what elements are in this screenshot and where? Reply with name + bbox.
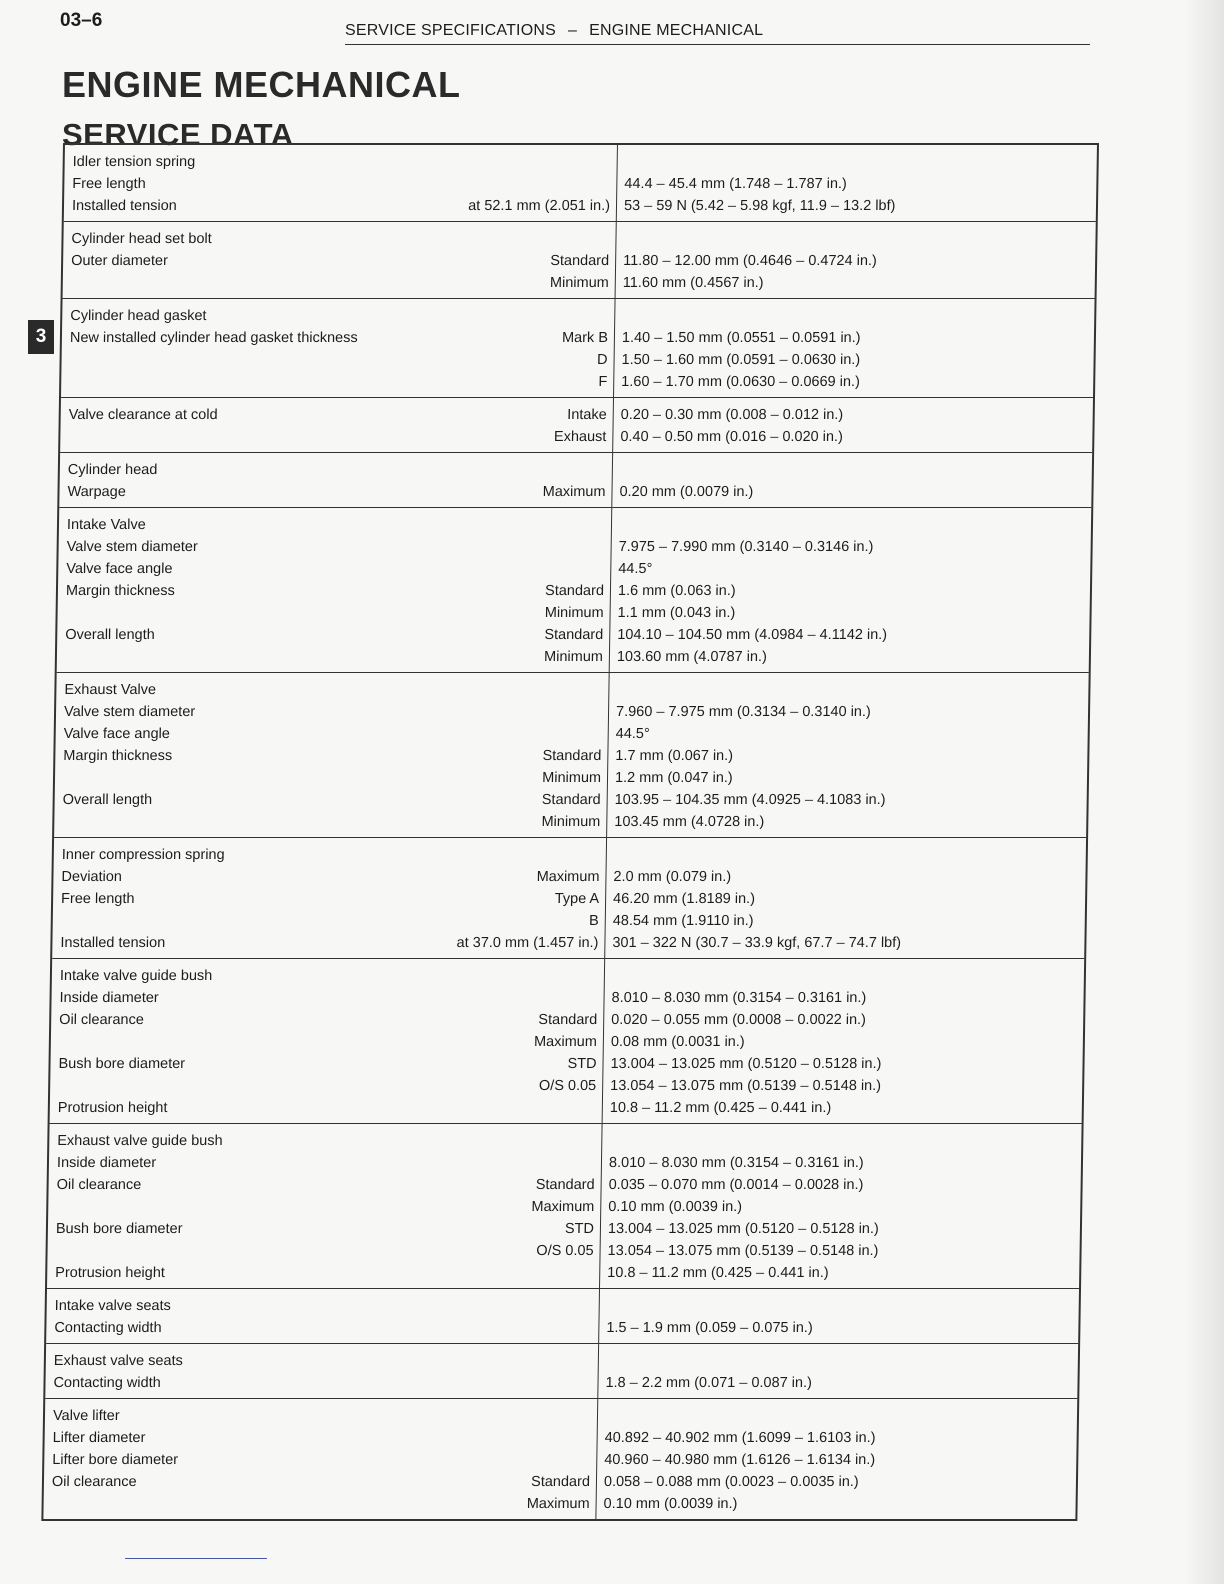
item-label: Exhaust Valve [64, 682, 157, 698]
item-label: Free length [72, 176, 146, 192]
item-cell [46, 1289, 599, 1343]
item-label: Protrusion height [55, 1265, 165, 1281]
spec-value: 1.60 – 1.70 mm (0.0630 – 0.0669 in.) [621, 374, 860, 390]
item-cell [54, 673, 609, 837]
spec-value: 103.45 mm (4.0728 in.) [614, 814, 765, 830]
condition-label: D [596, 352, 608, 368]
spec-value: 0.058 – 0.088 mm (0.0023 – 0.0035 in.) [603, 1474, 859, 1490]
spec-value: 104.10 – 104.50 mm (4.0984 – 4.1142 in.) [617, 627, 888, 643]
item-cell [43, 1399, 597, 1519]
spec-value: 0.08 mm (0.0031 in.) [610, 1034, 745, 1050]
value-cell [616, 145, 1097, 221]
table-row [61, 298, 1095, 397]
condition-label: Minimum [549, 275, 609, 291]
item-cell [52, 838, 606, 958]
spec-value: 0.20 – 0.30 mm (0.008 – 0.012 in.) [620, 407, 844, 423]
condition-label: at 52.1 mm (2.051 in.) [468, 198, 611, 214]
item-label [58, 1075, 534, 1097]
value-cell [598, 1289, 1079, 1343]
condition-label: Standard [542, 748, 602, 764]
item-labels [68, 404, 554, 448]
condition-label: Intake [567, 407, 607, 423]
item-cell [47, 1124, 602, 1288]
footer-rule [125, 1558, 267, 1559]
spec-value: 1.6 mm (0.063 in.) [617, 583, 736, 599]
condition-labels [530, 1130, 595, 1284]
item-labels [55, 1130, 533, 1284]
item-label: Bush bore diameter [58, 1056, 186, 1072]
item-label: Cylinder head set bolt [71, 231, 212, 247]
condition-labels [541, 679, 602, 833]
condition-labels [527, 1405, 592, 1515]
item-label: Valve stem diameter [66, 539, 198, 555]
item-label [68, 426, 554, 448]
spec-value: 1.50 – 1.60 mm (0.0591 – 0.0630 in.) [621, 352, 861, 368]
spec-value: 53 – 59 N (5.42 – 5.98 kgf, 11.9 – 13.2 lbf) [623, 198, 896, 214]
spec-value: 0.20 mm (0.0079 in.) [619, 484, 754, 500]
item-label [59, 1031, 535, 1053]
table-row [54, 672, 1089, 837]
table-row [52, 837, 1086, 958]
condition-labels [543, 459, 607, 503]
table-row [43, 1398, 1077, 1519]
chapter-tab: 3 [28, 320, 54, 354]
item-labels [71, 228, 551, 294]
item-labels [67, 459, 543, 503]
value-cell [597, 1344, 1078, 1398]
spec-value: 1.1 mm (0.043 in.) [617, 605, 736, 621]
item-labels [62, 679, 544, 833]
spec-value: 44.5° [618, 561, 653, 577]
item-labels [69, 305, 562, 393]
item-label: Free length [60, 891, 135, 907]
condition-label: Standard [541, 792, 601, 808]
value-cell [604, 838, 1086, 958]
table-row [63, 221, 1096, 298]
service-data-table [41, 143, 1099, 1521]
item-label: Margin thickness [65, 583, 175, 599]
table-row [64, 145, 1097, 221]
condition-label: Maximum [536, 869, 600, 885]
item-label: Outer diameter [71, 253, 168, 269]
item-label: Overall length [65, 627, 155, 643]
spec-value: 0.40 – 0.50 mm (0.016 – 0.020 in.) [620, 429, 843, 445]
value-cell [602, 959, 1085, 1123]
condition-label: Exhaust [553, 429, 607, 445]
item-label [61, 910, 458, 932]
item-labels [58, 965, 536, 1119]
spec-value: 40.960 – 40.980 mm (1.6126 – 1.6134 in.) [604, 1452, 876, 1468]
item-labels [72, 151, 469, 217]
item-cell [59, 453, 612, 507]
condition-label: Minimum [543, 649, 604, 665]
item-label: Contacting width [54, 1320, 162, 1336]
item-label: Lifter diameter [52, 1430, 146, 1446]
spec-value: 46.20 mm (1.8189 in.) [612, 891, 756, 907]
condition-label: F [598, 374, 608, 390]
condition-labels [533, 965, 598, 1119]
spec-value: 13.004 – 13.025 mm (0.5120 – 0.5128 in.) [607, 1221, 879, 1237]
condition-label: Minimum [541, 814, 601, 830]
header-rule [345, 44, 1090, 45]
item-label: Inside diameter [59, 990, 159, 1006]
condition-label: at 37.0 mm (1.457 in.) [456, 935, 599, 951]
table-row [57, 507, 1092, 672]
condition-label: Maximum [526, 1496, 590, 1512]
condition-label: Standard [550, 253, 610, 269]
header-subsection: ENGINE MECHANICAL [589, 22, 764, 39]
spec-value: 44.5° [615, 726, 650, 742]
item-label [56, 1196, 532, 1218]
item-label: Installed tension [60, 935, 166, 951]
spec-value: 11.60 mm (0.4567 in.) [622, 275, 764, 291]
spec-value: 1.2 mm (0.047 in.) [614, 770, 733, 786]
condition-labels [561, 305, 608, 393]
item-label: Valve clearance at cold [68, 407, 218, 423]
item-label: Idler tension spring [72, 154, 196, 170]
item-label: Oil clearance [56, 1177, 142, 1193]
condition-labels [554, 404, 607, 448]
item-label: Installed tension [71, 198, 177, 214]
table-row [50, 958, 1085, 1123]
item-labels [65, 514, 547, 668]
condition-label: Standard [544, 627, 604, 643]
condition-label: Maximum [542, 484, 606, 500]
item-label [55, 1240, 531, 1262]
item-cell [60, 398, 613, 452]
running-header [345, 22, 763, 40]
item-labels [53, 1350, 592, 1394]
item-label: Cylinder head gasket [70, 308, 207, 324]
item-label: Oil clearance [51, 1474, 137, 1490]
item-label [65, 646, 544, 668]
header-separator: – [567, 22, 578, 39]
item-labels [54, 1295, 593, 1339]
spec-value: 44.4 – 45.4 mm (1.748 – 1.787 in.) [624, 176, 847, 192]
condition-label: B [588, 913, 599, 929]
table-row [59, 452, 1092, 507]
item-label [69, 349, 561, 371]
item-label: Exhaust valve seats [53, 1353, 183, 1369]
spec-value: 1.7 mm (0.067 in.) [615, 748, 734, 764]
item-label: Valve stem diameter [63, 704, 196, 720]
item-label [71, 272, 550, 294]
condition-label: STD [564, 1221, 595, 1237]
value-cell [606, 673, 1089, 837]
page-number: 03–6 [60, 10, 103, 31]
item-label [69, 371, 561, 393]
value-cell [615, 222, 1096, 298]
spec-value: 13.004 – 13.025 mm (0.5120 – 0.5128 in.) [610, 1056, 882, 1072]
value-cell [613, 299, 1095, 397]
condition-labels [456, 844, 600, 954]
item-cell [50, 959, 605, 1123]
page-edge-shadow [1184, 0, 1224, 1584]
spec-value: 2.0 mm (0.079 in.) [613, 869, 732, 885]
item-label [65, 602, 544, 624]
item-cell [61, 299, 615, 397]
value-cell [595, 1399, 1077, 1519]
condition-label: Maximum [531, 1199, 595, 1215]
spec-value: 48.54 mm (1.9110 in.) [612, 913, 754, 929]
item-labels [60, 844, 458, 954]
item-label: Overall length [62, 792, 153, 808]
item-cell [63, 222, 616, 298]
spec-value: 1.5 – 1.9 mm (0.059 – 0.075 in.) [606, 1320, 813, 1336]
value-cell [611, 453, 1092, 507]
spec-value: 0.10 mm (0.0039 in.) [608, 1199, 743, 1215]
spec-value: 7.960 – 7.975 mm (0.3134 – 0.3140 in.) [615, 704, 871, 720]
item-label: Contacting width [53, 1375, 161, 1391]
table-row [47, 1123, 1082, 1288]
item-label: Valve face angle [66, 561, 173, 577]
item-label: Lifter bore diameter [52, 1452, 179, 1468]
item-label: Valve face angle [63, 726, 170, 742]
item-label [51, 1493, 527, 1515]
value-cell [599, 1124, 1082, 1288]
condition-label: Minimum [542, 770, 602, 786]
item-label [62, 811, 541, 833]
spec-value: 10.8 – 11.2 mm (0.425 – 0.441 in.) [609, 1100, 832, 1116]
table-row [45, 1343, 1078, 1398]
item-label: Intake valve guide bush [59, 968, 213, 984]
condition-label: Mark B [561, 330, 609, 346]
spec-value: 13.054 – 13.075 mm (0.5139 – 0.5148 in.) [607, 1243, 879, 1259]
condition-label: STD [567, 1056, 597, 1072]
item-label: Inside diameter [56, 1155, 157, 1171]
item-label: Cylinder head [67, 462, 158, 478]
item-labels [51, 1405, 528, 1515]
item-cell [45, 1344, 598, 1398]
condition-label: Minimum [544, 605, 604, 621]
spec-value: 0.020 – 0.055 mm (0.0008 – 0.0022 in.) [611, 1012, 867, 1028]
condition-labels [544, 514, 605, 668]
spec-value: 1.40 – 1.50 mm (0.0551 – 0.0591 in.) [621, 330, 861, 346]
item-label: Warpage [67, 484, 126, 500]
item-cell [64, 145, 617, 221]
condition-label: O/S 0.05 [538, 1078, 597, 1094]
spec-value: 0.035 – 0.070 mm (0.0014 – 0.0028 in.) [608, 1177, 864, 1193]
condition-label: O/S 0.05 [536, 1243, 594, 1259]
condition-label: Standard [538, 1012, 598, 1028]
condition-label: Standard [535, 1177, 595, 1193]
item-label [63, 767, 542, 789]
item-label: Oil clearance [59, 1012, 144, 1028]
spec-value: 10.8 – 11.2 mm (0.425 – 0.441 in.) [607, 1265, 829, 1281]
item-label: Intake valve seats [54, 1298, 171, 1314]
spec-value: 103.60 mm (4.0787 in.) [616, 649, 767, 665]
condition-labels [550, 228, 610, 294]
page-subtitle: SERVICE DATA [62, 117, 294, 152]
value-cell [609, 508, 1092, 672]
condition-labels [468, 151, 611, 217]
item-label: Bush bore diameter [55, 1221, 183, 1237]
condition-label: Standard [544, 583, 605, 599]
item-cell [57, 508, 612, 672]
page-title: ENGINE MECHANICAL [62, 64, 461, 105]
spec-value: 7.975 – 7.990 mm (0.3140 – 0.3146 in.) [618, 539, 874, 555]
spec-value: 13.054 – 13.075 mm (0.5139 – 0.5148 in.) [610, 1078, 882, 1094]
spec-value: 40.892 – 40.902 mm (1.6099 – 1.6103 in.) [604, 1430, 876, 1446]
header-section: SERVICE SPECIFICATIONS [345, 22, 556, 39]
item-label: Margin thickness [63, 748, 173, 764]
table-row [46, 1288, 1079, 1343]
item-label: Intake Valve [66, 517, 146, 533]
spec-value: 301 – 322 N (30.7 – 33.9 kgf, 67.7 – 74.7 lbf) [612, 935, 902, 951]
item-label: Exhaust valve guide bush [57, 1133, 223, 1149]
condition-label: Standard [530, 1474, 591, 1490]
item-label: Inner compression spring [61, 847, 225, 863]
value-cell [612, 398, 1093, 452]
condition-label: Maximum [533, 1034, 598, 1050]
spec-value: 8.010 – 8.030 mm (0.3154 – 0.3161 in.) [611, 990, 867, 1006]
item-label: Deviation [61, 869, 123, 885]
item-label: Valve lifter [52, 1408, 120, 1424]
spec-value: 8.010 – 8.030 mm (0.3154 – 0.3161 in.) [608, 1155, 864, 1171]
item-label: Protrusion height [57, 1100, 168, 1116]
spec-value: 0.10 mm (0.0039 in.) [603, 1496, 738, 1512]
item-label: New installed cylinder head gasket thickness [69, 330, 358, 346]
spec-value: 103.95 – 104.35 mm (4.0925 – 4.1083 in.) [614, 792, 886, 808]
spec-value: 1.8 – 2.2 mm (0.071 – 0.087 in.) [605, 1375, 812, 1391]
condition-label: Type A [554, 891, 600, 907]
table-row [60, 397, 1093, 452]
spec-value: 11.80 – 12.00 mm (0.4646 – 0.4724 in.) [623, 253, 877, 269]
